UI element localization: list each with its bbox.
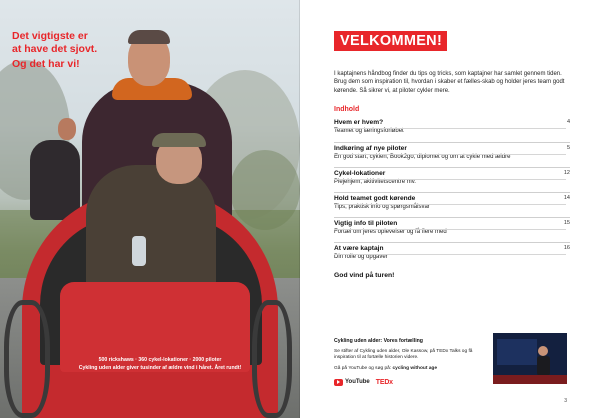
youtube-icon [334, 379, 343, 386]
promo-title: Cykling uden alder: Vores fortælling [334, 338, 423, 344]
video-thumbnail[interactable] [493, 333, 567, 384]
background-person [30, 140, 80, 220]
promo-text: Se stifter af Cykling uden alder, Ole Kassow, på TEDx Talks og få inspiration til at fortælle historien videre. [334, 349, 473, 361]
toc-entry[interactable] [334, 142, 570, 167]
toc-entry-subtitle: En god start, cyklen, Book2go, diplomet og om at cykle med ældre [334, 154, 511, 160]
toc-entry-page: 14 [563, 195, 570, 201]
background-person-face [58, 118, 76, 140]
toc-entry-subtitle: Tips, praktisk info og spørgsmålsvar [334, 204, 430, 210]
toc-entry[interactable] [334, 242, 570, 267]
photo-tagline [12, 30, 152, 71]
water-bottle [132, 236, 146, 266]
toc-entry-page: 4 [566, 119, 570, 125]
video-promo [334, 338, 484, 371]
toc-entry-title: At være kaptajn [334, 245, 384, 252]
toc-divider [334, 128, 566, 129]
rickshaw-wheel [4, 300, 50, 418]
toc-entry-page: 15 [563, 220, 570, 226]
toc-entry-title: Cykel-lokationer [334, 170, 386, 177]
speaker-illustration [493, 333, 567, 384]
youtube-logo-text: YouTube [345, 379, 370, 385]
welcome-heading: VELKOMMEN! [334, 31, 447, 51]
intro-paragraph: I kaptajnens håndbog finder du tips og tricks, som kaptajner har samlet gennem tiden. Brug dem som inspiration til, hvordan i skaber et fælles-skab og holder jeres team godt kørende. Så sikrer vi, at piloter cykler mere. [334, 71, 565, 94]
toc-heading: Indhold [334, 106, 360, 113]
tedx-logo-text: TEDx [375, 378, 393, 386]
toc-divider [334, 179, 566, 180]
toc-entry[interactable] [334, 117, 570, 142]
promo-call-prefix: Gå på YouTube og søg på: [334, 365, 393, 371]
passenger-jacket [86, 165, 216, 295]
tagline-line: Og det har vi! [12, 58, 80, 70]
toc-entry-subtitle: Plejehjem, akitivitetscentre mv. [334, 179, 416, 185]
tagline-line: at have det sjovt. [12, 43, 98, 55]
table-of-contents [334, 117, 570, 267]
toc-entry-page: 5 [566, 145, 570, 151]
stats-line: Cykling uden alder giver tusinder af ældre vind i håret. Året rundt! [78, 364, 242, 371]
toc-entry-title: Hvem er hvem? [334, 119, 384, 126]
toc-entry-page: 16 [563, 245, 570, 251]
passenger-cap [152, 133, 206, 147]
toc-divider [334, 204, 566, 205]
toc-divider [334, 254, 566, 255]
closing-line: God vind på turen! [334, 272, 395, 279]
toc-divider [334, 154, 566, 155]
toc-entry[interactable] [334, 192, 570, 217]
tagline-line: Det vigtigste er [12, 30, 88, 42]
toc-entry[interactable] [334, 167, 570, 192]
tedx-logo [376, 379, 393, 386]
toc-entry-subtitle: Fortæl om jeres oplevelser og få flere med [334, 229, 447, 235]
toc-entry-subtitle: Din rolle og opgaver [334, 254, 388, 260]
stats-line: 500 rickshaws · 360 cykel-lokationer · 2000 piloter [98, 357, 222, 363]
toc-divider [334, 229, 566, 230]
contents-page [300, 0, 600, 418]
toc-entry-subtitle: Teamet og læringsforløbet [334, 128, 404, 134]
toc-entry-page: 12 [563, 170, 570, 176]
page-number: 3 [564, 398, 567, 404]
toc-entry-title: Indkøring af nye piloter [334, 145, 407, 152]
photo-stats [60, 357, 260, 372]
toc-entry-title: Hold teamet godt kørende [334, 195, 416, 202]
promo-search-query: cycling without age [392, 365, 438, 371]
toc-entry[interactable] [334, 217, 570, 242]
toc-entry-title: Vigtig info til piloten [334, 220, 398, 227]
promo-call [334, 366, 484, 371]
partner-logos [334, 377, 393, 387]
